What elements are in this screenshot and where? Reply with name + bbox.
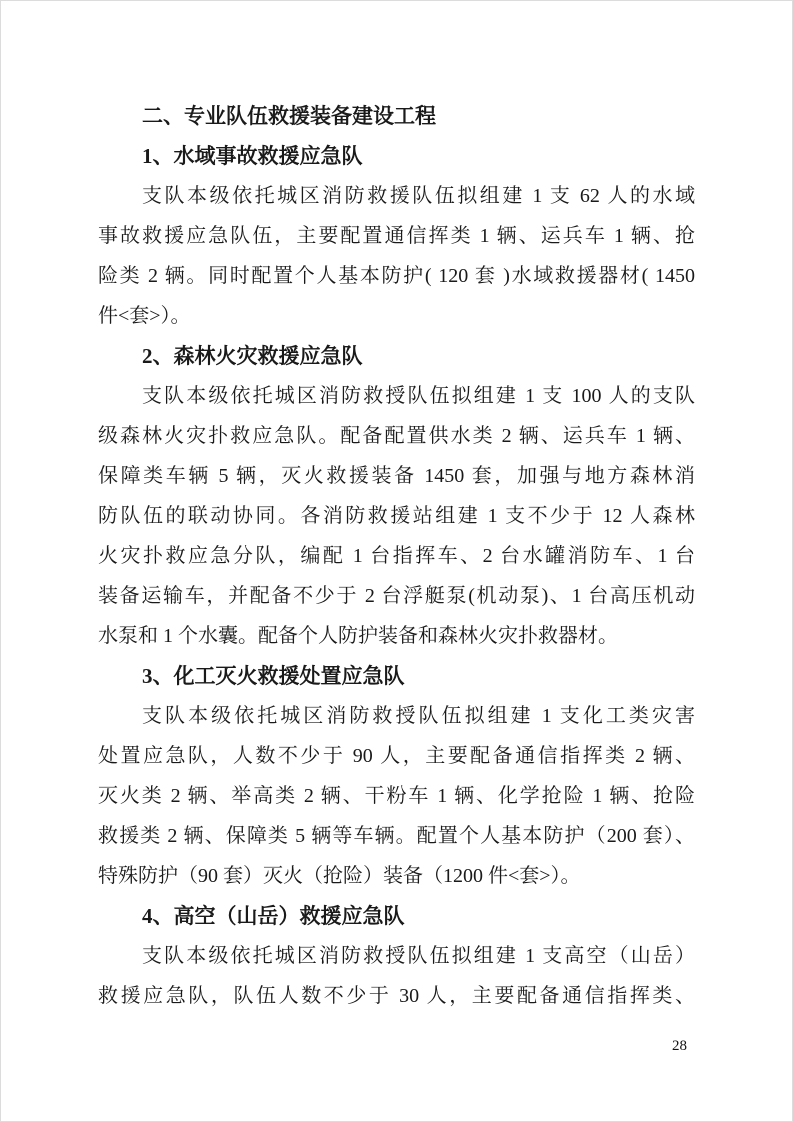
- section-heading: 4、高空（山岳）救援应急队: [142, 904, 405, 928]
- paragraph-line: 支队本级依托城区消防救授队伍拟组建 1 支化工类灾害: [142, 705, 695, 727]
- section-high-altitude: [98, 896, 695, 1016]
- document-content: [98, 96, 695, 1016]
- section-heading: 2、森林火灾救援应急队: [142, 344, 363, 368]
- paragraph-line: 火灾扑救应急分队，编配 1 台指挥车、2 台水罐消防车、1 台: [98, 545, 695, 567]
- section-heading: 3、化工灭火救援处置应急队: [142, 664, 405, 688]
- paragraph-line: 装备运输车，并配备不少于 2 台浮艇泵(机动泵)、1 台高压机动: [98, 585, 695, 607]
- paragraph-line: 救援类 2 辆、保障类 5 辆等车辆。配置个人基本防护（200 套）、: [98, 825, 695, 847]
- paragraph-line: 防队伍的联动协同。各消防救援站组建 1 支不少于 12 人森林: [98, 505, 695, 527]
- paragraph-line: 险类 2 辆。同时配置个人基本防护( 120 套 )水域救援器材( 1450: [98, 265, 695, 287]
- paragraph-line: 灭火类 2 辆、举高类 2 辆、干粉车 1 辆、化学抢险 1 辆、抢险: [98, 785, 695, 807]
- paragraph-line: 救援应急队，队伍人数不少于 30 人，主要配备通信指挥类、: [98, 985, 695, 1007]
- section-forest-fire: [98, 336, 695, 656]
- paragraph-line: 支队本级依托城区消防救授队伍拟组建 1 支高空（山岳）: [142, 945, 695, 967]
- paragraph-line: 级森林火灾扑救应急队。配备配置供水类 2 辆、运兵车 1 辆、: [98, 425, 695, 447]
- paragraph-line: 保障类车辆 5 辆，灭火救援装备 1450 套，加强与地方森林消: [98, 465, 695, 487]
- paragraph-line: 水泵和 1 个水囊。配备个人防护装备和森林火灾扑救器材。: [98, 625, 618, 647]
- paragraph-line: 特殊防护（90 套）灭火（抢险）装备（1200 件<套>）。: [98, 865, 581, 887]
- paragraph-line: 支队本级依托城区消防救授队伍拟组建 1 支 100 人的支队: [142, 385, 695, 407]
- section-heading: 1、水域事故救援应急队: [142, 144, 363, 168]
- paragraph-line: 件<套>）。: [98, 305, 191, 327]
- paragraph-line: 支队本级依托城区消防救援队伍拟组建 1 支 62 人的水域: [142, 185, 695, 207]
- section-water-rescue: [98, 136, 695, 336]
- paragraph-line: 事故救援应急队伍，主要配置通信挥类 1 辆、运兵车 1 辆、抢: [98, 225, 695, 247]
- main-heading: 二、专业队伍救援装备建设工程: [142, 104, 436, 128]
- section-chemical-fire: [98, 656, 695, 896]
- page-number: 28: [672, 1038, 687, 1054]
- paragraph-line: 处置应急队，人数不少于 90 人，主要配备通信指挥类 2 辆、: [98, 745, 695, 767]
